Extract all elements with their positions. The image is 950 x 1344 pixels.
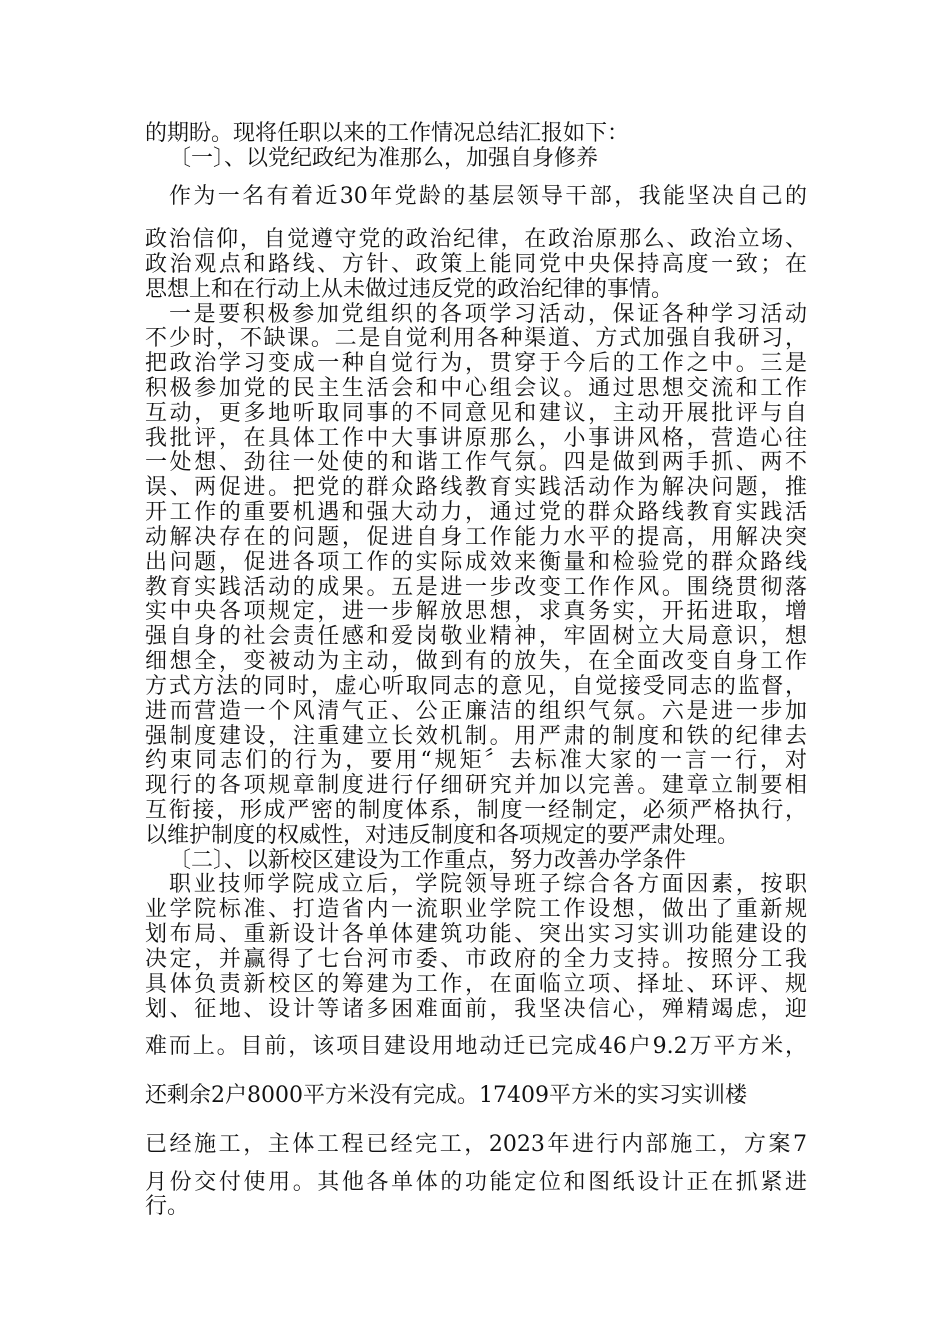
text-line: 不少时，不缺课。二是自觉利用各种渠道、方式加强自我研习， [145, 326, 807, 351]
text-line: 开工作的重要机遇和强大动力，通过党的群众路线教育实践活 [145, 500, 807, 525]
text-line: 还剩余2户8000平方米没有完成。17409平方米的实习实训楼 [145, 1083, 747, 1108]
section-heading-2: 〔二〕、以新校区建设为工作重点，努力改善办学条件 [169, 848, 687, 873]
text-line: 方式方法的同时，虚心听取同志的意见，自觉接受同志的监督， [145, 674, 807, 699]
text-line: 互动，更多地听取同事的不同意见和建议，主动开展批评与自 [145, 401, 807, 426]
text-line: 进而营造一个风清气正、公正廉洁的组织气氛。六是进一步加 [145, 699, 807, 724]
text-line: 划布局、重新设计各单体建筑功能、突出实习实训功能建设的 [145, 922, 807, 947]
text-line: 政治观点和路线、方针、政策上能同党中央保持高度一致；在 [145, 252, 807, 277]
text-line: 职业技师学院成立后，学院领导班子综合各方面因素，按职 [169, 872, 807, 897]
text-line: 业学院标准、打造省内一流职业学院工作设想，做出了重新规 [145, 897, 807, 922]
text-line: 划、征地、设计等诸多困难面前，我坚决信心，殚精竭虑，迎 [145, 997, 807, 1022]
text-line: 误、两促进。把党的群众路线教育实践活动作为解决问题，推 [145, 475, 807, 500]
text-line: 动解决存在的问题，促进自身工作能力水平的提高，用解决突 [145, 525, 807, 550]
text-line: 我批评，在具体工作中大事讲原那么，小事讲风格，营造心往 [145, 426, 807, 451]
text-line: 一是要积极参加党组织的各项学习活动，保证各种学习活动 [169, 302, 807, 327]
text-line: 把政治学习变成一种自觉行为，贯穿于今后的工作之中。三是 [145, 351, 807, 376]
text-line: 以维护制度的权威性，对违反制度和各项规定的要严肃处理。 [145, 823, 740, 848]
text-line: 积极参加党的民主生活会和中心组会议。通过思想交流和工作 [145, 376, 807, 401]
text-line: 出问题，促进各项工作的实际成效来衡量和检验党的群众路线 [145, 550, 807, 575]
text-line: 政治信仰，自觉遵守党的政治纪律，在政治原那么、政治立场、 [145, 227, 807, 252]
text-line: 难而上。目前，该项目建设用地动迁已完成46户9.2万平方米， [145, 1034, 807, 1059]
text-line: 强自身的社会责任感和爱岗敬业精神，牢固树立大局意识，想 [145, 624, 807, 649]
text-line: 已经施工，主体工程已经完工，2023年进行内部施工，方案7 [145, 1132, 807, 1157]
section-heading-1: 〔一〕、以党纪政纪为准那么，加强自身修养 [169, 146, 599, 171]
text-line: 约束同志们的行为，要用“规矩〞去标准大家的一言一行，对 [145, 748, 807, 773]
text-line: 作为一名有着近30年党龄的基层领导干部，我能坚决自己的 [169, 184, 807, 209]
text-line: 决定，并赢得了七台河市委、市政府的全力支持。按照分工我 [145, 947, 807, 972]
text-line: 行。 [145, 1194, 190, 1219]
text-line: 一处想、劲往一处使的和谐工作气氛。四是做到两手抓、两不 [145, 450, 807, 475]
text-line: 的期盼。现将任职以来的工作情况总结汇报如下： [145, 121, 630, 146]
text-line: 互衔接，形成严密的制度体系，制度一经制定，必须严格执行， [145, 798, 807, 823]
text-line: 强制度建设，注重建立长效机制。用严肃的制度和铁的纪律去 [145, 724, 807, 749]
text-line: 具体负责新校区的筹建为工作，在面临立项、择址、环评、规 [145, 972, 807, 997]
text-line: 现行的各项规章制度进行仔细研究并加以完善。建章立制要相 [145, 773, 807, 798]
text-line: 思想上和在行动上从未做过违反党的政治纪律的事情。 [145, 277, 674, 302]
text-line: 教育实践活动的成果。五是进一步改变工作作风。围绕贯彻落 [145, 575, 807, 600]
text-line: 月份交付使用。其他各单体的功能定位和图纸设计正在抓紧进 [145, 1170, 807, 1195]
text-line: 细想全，变被动为主动，做到有的放失，在全面改变自身工作 [145, 649, 807, 674]
text-line: 实中央各项规定，进一步解放思想，求真务实，开拓进取，增 [145, 599, 807, 624]
